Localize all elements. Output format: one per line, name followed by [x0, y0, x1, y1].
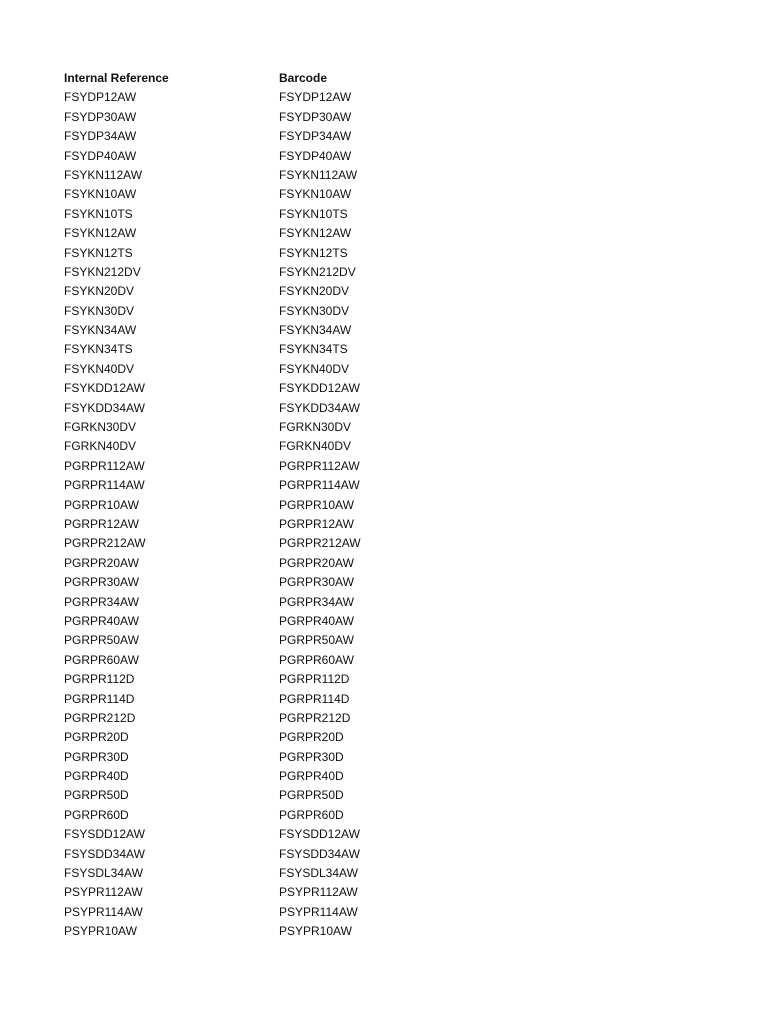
internal-reference-cell: FSYSDD34AW: [64, 846, 145, 861]
table-row: [64, 302, 484, 321]
barcode-cell: PGRPR114AW: [279, 478, 360, 493]
table-row: [64, 360, 484, 379]
internal-reference-cell: PSYPR112AW: [64, 885, 143, 900]
barcode-cell: PGRPR60AW: [279, 652, 354, 667]
barcode-cell: FSYKN30DV: [279, 303, 350, 318]
barcode-cell: FSYSDD34AW: [279, 846, 360, 861]
barcode-cell: PGRPR60D: [279, 807, 344, 822]
table-row: [64, 88, 484, 107]
barcode-cell: FSYKN12TS: [279, 245, 348, 260]
barcode-cell: FSYSDL34AW: [279, 866, 358, 881]
internal-reference-cell: PGRPR30D: [64, 749, 129, 764]
barcode-cell: PGRPR20AW: [279, 555, 354, 570]
internal-reference-cell: FSYSDL34AW: [64, 866, 143, 881]
internal-reference-cell: PGRPR60D: [64, 807, 129, 822]
barcode-cell: FGRKN40DV: [279, 439, 352, 454]
table-row: [64, 903, 484, 922]
internal-reference-cell: FSYDP34AW: [64, 129, 137, 144]
barcode-cell: PGRPR12AW: [279, 516, 354, 531]
table-row: [64, 418, 484, 437]
barcode-cell: FSYKN10TS: [279, 206, 348, 221]
internal-reference-cell: PGRPR112D: [64, 672, 135, 687]
table-row: [64, 922, 484, 941]
barcode-cell: PGRPR10AW: [279, 497, 354, 512]
internal-reference-cell: PGRPR10AW: [64, 497, 139, 512]
barcode-cell: FSYDP40AW: [279, 148, 352, 163]
internal-reference-cell: PGRPR212D: [64, 710, 136, 725]
table-row: [64, 709, 484, 728]
header-internal-reference: Internal Reference: [64, 71, 169, 85]
barcode-cell: FSYSDD12AW: [279, 827, 360, 842]
internal-reference-cell: FSYSDD12AW: [64, 827, 145, 842]
table-row: [64, 127, 484, 146]
barcode-cell: PSYPR112AW: [279, 885, 358, 900]
table-row: [64, 321, 484, 340]
barcode-cell: PGRPR30AW: [279, 575, 354, 590]
table-row: [64, 166, 484, 185]
barcode-cell: FSYKDD12AW: [279, 381, 360, 396]
table-row: [64, 767, 484, 786]
table-row: [64, 883, 484, 902]
internal-reference-cell: FSYKDD34AW: [64, 400, 145, 415]
internal-reference-cell: FGRKN30DV: [64, 420, 137, 435]
table-row: [64, 748, 484, 767]
barcode-cell: PGRPR112D: [279, 672, 350, 687]
internal-reference-cell: FSYKN34AW: [64, 323, 137, 338]
barcode-cell: PGRPR50D: [279, 788, 344, 803]
barcode-cell: FGRKN30DV: [279, 420, 352, 435]
internal-reference-cell: PGRPR114AW: [64, 478, 145, 493]
internal-reference-cell: FSYKN10AW: [64, 187, 137, 202]
table-header-row: [64, 69, 484, 88]
table-row: [64, 554, 484, 573]
internal-reference-cell: PGRPR60AW: [64, 652, 139, 667]
internal-reference-cell: FSYDP40AW: [64, 148, 137, 163]
table-row: [64, 263, 484, 282]
barcode-cell: FSYKN34AW: [279, 323, 352, 338]
internal-reference-cell: PGRPR50AW: [64, 633, 139, 648]
barcode-cell: PGRPR212D: [279, 710, 351, 725]
table-row: [64, 534, 484, 553]
internal-reference-cell: PGRPR34AW: [64, 594, 139, 609]
table-row: [64, 224, 484, 243]
internal-reference-cell: FSYKN40DV: [64, 361, 135, 376]
table-row: [64, 651, 484, 670]
barcode-cell: FSYKN20DV: [279, 284, 350, 299]
table-row: [64, 631, 484, 650]
table-row: [64, 612, 484, 631]
table-row: [64, 108, 484, 127]
internal-reference-cell: PGRPR114D: [64, 691, 135, 706]
table-row: [64, 399, 484, 418]
table-row: [64, 437, 484, 456]
table-row: [64, 728, 484, 747]
barcode-cell: FSYKN40DV: [279, 361, 350, 376]
internal-reference-cell: PSYPR10AW: [64, 924, 137, 939]
internal-reference-cell: PGRPR12AW: [64, 516, 139, 531]
barcode-cell: PGRPR30D: [279, 749, 344, 764]
table-row: [64, 205, 484, 224]
barcode-cell: PGRPR20D: [279, 730, 344, 745]
internal-reference-cell: PGRPR112AW: [64, 458, 145, 473]
internal-reference-cell: FSYKN30DV: [64, 303, 135, 318]
table-row: [64, 340, 484, 359]
internal-reference-cell: FSYKN12TS: [64, 245, 133, 260]
internal-reference-cell: FSYKDD12AW: [64, 381, 145, 396]
header-barcode: Barcode: [279, 71, 328, 85]
table-row: [64, 515, 484, 534]
internal-reference-cell: FSYDP12AW: [64, 90, 137, 105]
barcode-cell: PGRPR34AW: [279, 594, 354, 609]
table-row: [64, 670, 484, 689]
reference-table: [64, 69, 484, 942]
table-body: [64, 88, 484, 941]
barcode-cell: FSYKN12AW: [279, 226, 352, 241]
internal-reference-cell: PSYPR114AW: [64, 904, 143, 919]
barcode-cell: PGRPR40D: [279, 769, 344, 784]
barcode-cell: FSYKN112AW: [279, 167, 358, 182]
table-row: [64, 786, 484, 805]
table-row: [64, 806, 484, 825]
barcode-cell: PSYPR114AW: [279, 904, 358, 919]
barcode-cell: PGRPR40AW: [279, 613, 354, 628]
internal-reference-cell: PGRPR30AW: [64, 575, 139, 590]
table-row: [64, 825, 484, 844]
table-row: [64, 864, 484, 883]
barcode-cell: PGRPR50AW: [279, 633, 354, 648]
internal-reference-cell: PGRPR50D: [64, 788, 129, 803]
barcode-cell: FSYDP12AW: [279, 90, 352, 105]
barcode-cell: FSYKN10AW: [279, 187, 352, 202]
barcode-cell: FSYDP34AW: [279, 129, 352, 144]
internal-reference-cell: FSYKN10TS: [64, 206, 133, 221]
internal-reference-cell: FSYKN212DV: [64, 264, 141, 279]
barcode-cell: FSYKN212DV: [279, 264, 356, 279]
barcode-cell: PGRPR112AW: [279, 458, 360, 473]
table-row: [64, 476, 484, 495]
table-row: [64, 457, 484, 476]
table-row: [64, 379, 484, 398]
barcode-cell: PGRPR212AW: [279, 536, 361, 551]
internal-reference-cell: FSYKN20DV: [64, 284, 135, 299]
barcode-cell: FSYKN34TS: [279, 342, 348, 357]
internal-reference-cell: PGRPR20D: [64, 730, 129, 745]
internal-reference-cell: PGRPR212AW: [64, 536, 146, 551]
barcode-cell: FSYKDD34AW: [279, 400, 360, 415]
barcode-cell: PSYPR10AW: [279, 924, 352, 939]
table-row: [64, 845, 484, 864]
internal-reference-cell: PGRPR40AW: [64, 613, 139, 628]
internal-reference-cell: FSYKN34TS: [64, 342, 133, 357]
internal-reference-cell: PGRPR40D: [64, 769, 129, 784]
barcode-cell: PGRPR114D: [279, 691, 350, 706]
table-row: [64, 496, 484, 515]
table-row: [64, 690, 484, 709]
internal-reference-cell: PGRPR20AW: [64, 555, 139, 570]
table-row: [64, 573, 484, 592]
internal-reference-cell: FSYKN112AW: [64, 167, 143, 182]
table-row: [64, 147, 484, 166]
table-row: [64, 244, 484, 263]
barcode-cell: FSYDP30AW: [279, 109, 352, 124]
internal-reference-cell: FSYDP30AW: [64, 109, 137, 124]
table-row: [64, 185, 484, 204]
table-row: [64, 282, 484, 301]
table-row: [64, 593, 484, 612]
internal-reference-cell: FSYKN12AW: [64, 226, 137, 241]
internal-reference-cell: FGRKN40DV: [64, 439, 137, 454]
